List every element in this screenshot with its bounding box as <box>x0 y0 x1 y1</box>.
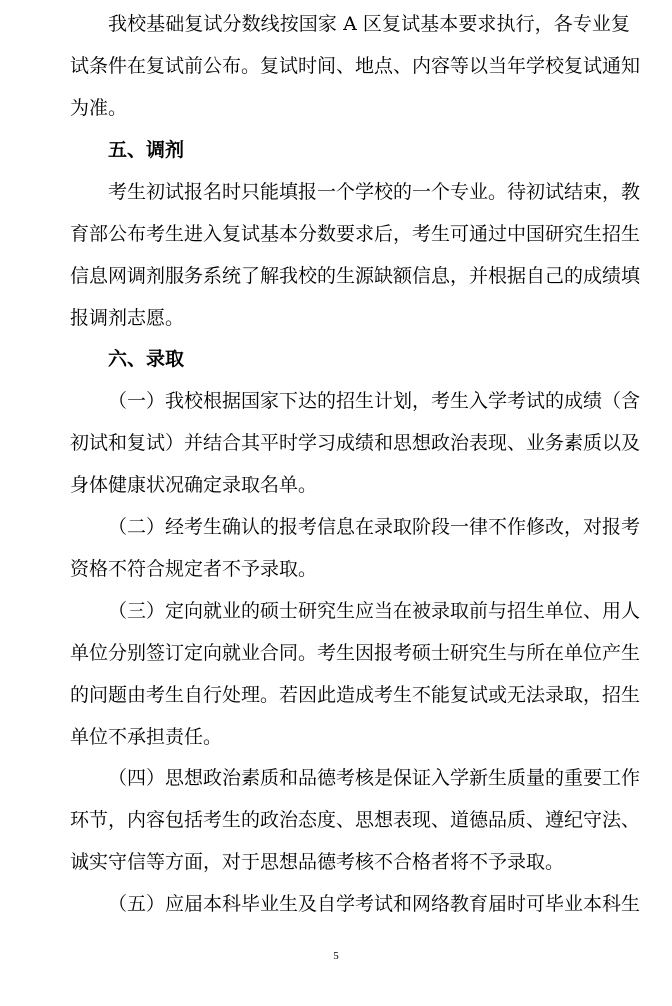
paragraph-line: （五）应届本科毕业生及自学考试和网络教育届时可毕业本科生 <box>108 893 641 915</box>
paragraph-line: 资格不符合规定者不予录取。 <box>70 558 318 580</box>
paragraph-line: 诚实守信等方面，对于思想品德考核不合格者将不予录取。 <box>70 851 565 873</box>
paragraph-line: 为准。 <box>70 97 128 119</box>
paragraph-line: 单位分别签订定向就业合同。考生因报考硕士研究生与所在单位产生 <box>70 642 641 664</box>
paragraph-line: 信息网调剂服务系统了解我校的生源缺额信息，并根据自己的成绩填 <box>70 265 641 287</box>
paragraph-line: （四）思想政治素质和品德考核是保证入学新生质量的重要工作 <box>108 767 641 789</box>
paragraph-line: 单位不承担责任。 <box>70 726 223 748</box>
paragraph-line: 环节，内容包括考生的政治态度、思想表现、道德品质、遵纪守法、 <box>70 809 641 831</box>
paragraph-line: （二）经考生确认的报考信息在录取阶段一律不作修改，对报考 <box>108 516 641 538</box>
paragraph-line: （一）我校根据国家下达的招生计划，考生入学考试的成绩（含 <box>108 390 641 412</box>
paragraph-line: 试条件在复试前公布。复试时间、地点、内容等以当年学校复试通知 <box>70 55 641 77</box>
paragraph-line: 考生初试报名时只能填报一个学校的一个专业。待初试结束，教 <box>108 181 641 203</box>
paragraph-line: 我校基础复试分数线按国家 A 区复试基本要求执行，各专业复 <box>108 13 630 35</box>
section-heading-admission: 六、录取 <box>108 348 185 370</box>
paragraph-line: 的问题由考生自行处理。若因此造成考生不能复试或无法录取，招生 <box>70 684 641 706</box>
paragraph-line: 身体健康状况确定录取名单。 <box>70 474 318 496</box>
paragraph-line: 初试和复试）并结合其平时学习成绩和思想政治表现、业务素质以及 <box>70 432 641 454</box>
paragraph-line: （三）定向就业的硕士研究生应当在被录取前与招生单位、用人 <box>108 600 641 622</box>
paragraph-line: 报调剂志愿。 <box>70 307 185 329</box>
section-heading-adjustment: 五、调剂 <box>108 139 185 161</box>
paragraph-line: 育部公布考生进入复试基本分数要求后，考生可通过中国研究生招生 <box>70 223 641 245</box>
page-number: 5 <box>333 950 339 962</box>
